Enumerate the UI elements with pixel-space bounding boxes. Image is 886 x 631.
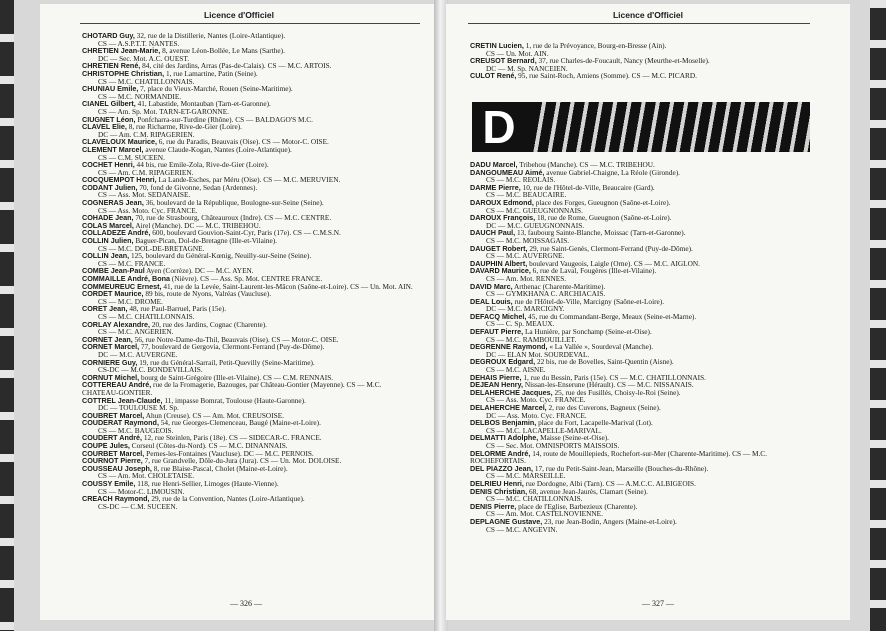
entry-address: place du Fort, Lacapelle-Marival (Lot). — [538, 418, 653, 428]
entry-name: COMMEUREUC Ernest, — [82, 281, 162, 291]
entry-name: COGNERAS Jean, — [82, 198, 144, 208]
directory-entry — [82, 146, 416, 161]
page-header-left: Licence d'Officiel — [203, 10, 275, 20]
entry-address: Ayen (Corrèze). DC — M.C. AYEN. — [146, 266, 254, 276]
directory-entry — [82, 237, 416, 252]
entry-address: 41, rue de la Levée, Saint-Laurent-les-Mâcon (Saône-et-Loire). CS — Un. Mot. AIN. — [163, 281, 413, 291]
entry-name: CHRISTOPHE Christian, — [82, 68, 165, 78]
entry-address: 84, cité des Jardins, Arras (Pas-de-Calais). CS — M.C. ARTOIS. — [142, 61, 332, 71]
entry-address: 8, rue Richarme, Rive-de-Gier (Loire). — [128, 122, 242, 132]
entry-name: CORDET Maurice, — [82, 289, 144, 299]
directory-entry — [82, 419, 416, 434]
entry-name: COLLIN Julien, — [82, 236, 134, 246]
entry-address: 14, route de Mouillepieds, Rochefort-sur-Mer (Charente-Maritime). CS — M.C. ROCHEFORTAIS. — [470, 448, 767, 466]
entry-club: CS — Sec. Mot. OMNISPORTS MAISSOIS. — [486, 440, 620, 450]
entry-name: CORNIERE Guy, — [82, 357, 138, 367]
entry-club: CS — M.C. BEAUCAIRE. — [486, 190, 567, 200]
entry-name: DELAHERCHE Marcel, — [470, 403, 547, 412]
entry-club: CS — M.C. BAUGEOIS. — [98, 425, 174, 435]
entry-address: 44 bis, rue Emile-Zola, Rive-de-Gier (Loire). — [136, 160, 269, 170]
directory-entry — [82, 123, 416, 138]
directory-entry — [470, 267, 810, 282]
entry-address: rue de l'Hôtel-de-Ville, Marcigny (Saône-et-Loire). — [514, 296, 665, 306]
directory-entry — [470, 450, 810, 465]
entry-name: DELRIEU Henri, — [470, 478, 524, 488]
entry-address: 13, faubourg Sainte-Blanche, Moissac (Tarn-et-Garonne). — [516, 228, 686, 238]
entry-name: COURNOT Pierre, — [82, 456, 143, 466]
entry-club: CS — Am. Mot. RENNES. — [486, 273, 567, 283]
directory-entry — [470, 199, 810, 214]
entry-name: CORET Jean, — [82, 304, 128, 314]
entry-club: CS — M.C. FRANCE. — [98, 258, 166, 268]
directory-entry — [470, 42, 810, 57]
entry-club: CS — M.C. NORMANDIE. — [98, 91, 182, 101]
entry-club: CS — Ass. Mot. SEDANAISE. — [98, 190, 191, 200]
entry-name: DEFACQ Michel, — [470, 311, 527, 321]
directory-entry — [470, 328, 810, 343]
entry-name: CORNUT Michel, — [82, 372, 140, 382]
entry-name: DELORME André, — [470, 448, 531, 458]
entry-name: DELAHERCHE Jacques, — [470, 387, 553, 397]
entry-address: Pernes-les-Fontaines (Vaucluse). DC — M.C. PERNOIS. — [146, 448, 314, 458]
entry-club: DC — M. Sp. NANCEIEN. — [486, 63, 568, 73]
entry-address: rue de la Fromagerie, Bazouges, par Château-Gontier (Mayenne). CS — M.C. CHATEAU-GONTIER. — [82, 380, 382, 397]
entry-address: 36, boulevard de la République, Boulogne-sur-Seine (Seine). — [145, 198, 324, 208]
directory-entry — [82, 85, 416, 100]
entry-address: 7, place du Vieux-Marché, Rouen (Seine-Maritime). — [140, 84, 293, 94]
left-page — [40, 4, 438, 620]
entry-name: CREUSOT Bernard, — [470, 56, 537, 66]
entry-name: DAUGET Robert, — [470, 243, 528, 253]
header-rule — [468, 23, 810, 24]
entry-name: DEFAUT Pierre, — [470, 327, 524, 337]
directory-entry — [470, 283, 810, 298]
entry-address: 95, rue Saint-Roch, Amiens (Somme). CS — M.C. PICARD. — [518, 71, 697, 81]
entry-name: DAROUX François, — [470, 213, 536, 223]
entry-address: 6, rue du Paradis, Beauvais (Oise). CS — Motor-C. OISE. — [158, 137, 329, 147]
entry-address: 70, rue de Strasbourg, Châteauroux (Indre). CS — M.C. CENTRE. — [135, 213, 332, 223]
entry-name: DELMATTI Adolphe, — [470, 433, 539, 443]
entry-address: place de l'Eglise, Barbezieux (Charente). — [518, 501, 638, 511]
entry-address: 18, rue de Rome, Gueugnon (Saône-et-Loire). — [536, 213, 672, 223]
directory-entry — [82, 359, 416, 374]
entry-name: COHADE Jean, — [82, 213, 134, 223]
entry-address: Airel (Manche). DC — M.C. TRIBEHOU. — [135, 220, 261, 230]
entry-address: 37, rue Charles-de-Foucault, Nancy (Meurthe-et-Moselle). — [538, 56, 710, 66]
directory-entry — [82, 252, 416, 267]
entry-address: 1, rue de la Prévoyance, Bourg-en-Bresse (Ain). — [525, 41, 667, 50]
entry-club: DC — TOULOUSE M. Sp. — [98, 403, 179, 413]
directory-entry — [82, 465, 416, 480]
entry-name: DAUPHIN Albert, — [470, 258, 528, 268]
entry-name: COCHET Henri, — [82, 160, 135, 170]
entry-club: DC — M.C. AUVERGNE. — [98, 349, 178, 359]
entry-name: CLAVEL Elie, — [82, 122, 127, 132]
entry-address: Nissan-les-Enserune (Hérault). CS — M.C. NISSANAIS. — [524, 380, 694, 390]
entry-club: CS — M.C. CHATILLONNAIS. — [98, 76, 195, 86]
entry-name: COURBET Marcel, — [82, 448, 145, 458]
entry-club: CS — M.C. DOL-DE-BRETAGNE. — [98, 243, 205, 253]
entry-address: 68, avenue Jean-Jaurès, Clamart (Seine). — [528, 486, 648, 496]
directory-entry — [470, 169, 810, 184]
entry-address: 12, rue Steinlen, Paris (18e). CS — SIDECAR-C. FRANCE. — [143, 433, 322, 443]
entry-club: CS — Un. Mot. AIN. — [486, 48, 549, 58]
entry-club: CS — M.C. DROME. — [98, 296, 163, 306]
entry-address: 10, rue de l'Hôtel-de-Ville, Beaucaire (Gard). — [522, 182, 655, 192]
entry-name: CORNET Marcel, — [82, 342, 140, 352]
entry-name: COLLIN Jean, — [82, 251, 130, 261]
entry-name: COUDERT André, — [82, 433, 143, 443]
entry-club: CS — M.C. RAMBOUILLET. — [486, 334, 577, 344]
entry-club: CS — M.C. LACAPELLE-MARIVAL. — [486, 425, 602, 435]
section-letter: D — [482, 102, 516, 152]
entry-club: DC — Am. C.M. RIPAGERIEN. — [98, 129, 195, 139]
page-edge-right — [870, 0, 886, 631]
decorative-stripes — [532, 102, 810, 152]
entry-address: Arthenac (Charente-Maritime). — [514, 281, 606, 291]
entry-address: 22 bis, rue de Bovelles, Saint-Quentin (Aisne). — [536, 357, 674, 367]
entry-address: 45, rue du Commandant-Berge, Meaux (Seine-et-Marne). — [528, 311, 697, 321]
right-page — [446, 4, 850, 620]
entry-club: DC — Sec. Mot. A.C. OUEST. — [98, 53, 190, 63]
entry-club: CS — M.C. ANGEVIN. — [486, 524, 558, 534]
entry-club: DC — M.C. MARCIGNY. — [486, 304, 565, 314]
directory-entry — [82, 47, 416, 62]
entry-name: COUDERAT Raymond, — [82, 418, 159, 428]
entry-name: DANGOUMEAU Aimé, — [470, 167, 545, 177]
entry-club: CS — Am. C.M. RIPAGERIEN. — [98, 167, 194, 177]
entry-address: rue Dordogne, Albi (Tarn). CS — A.M.C.C. ALBIGEOIS. — [525, 478, 696, 488]
entry-address: 29, rue Saint-Genès, Clermont-Ferrand (Puy-de-Dôme). — [529, 243, 693, 253]
entry-address: 118, rue Henri-Sellier, Limoges (Haute-Vienne). — [137, 479, 279, 489]
entry-name: DAVARD Maurice, — [470, 266, 531, 276]
directory-entry — [82, 161, 416, 176]
entry-address: 8, avenue Léon-Bollée, Le Mans (Sarthe). — [162, 46, 285, 56]
entry-club: CS — GYMKHANA C. ARCHIACAIS. — [486, 289, 606, 299]
entry-name: DAVID Marc, — [470, 281, 513, 291]
entry-address: 29, rue de la Convention, Nantes (Loire-Atlantique). — [151, 494, 305, 504]
entry-address: avenue Claude-Kogan, Nantes (Loire-Atlantique). — [145, 144, 292, 154]
entry-list-right-top — [470, 42, 810, 80]
entry-name: CIANEL Gilbert, — [82, 99, 136, 109]
entry-club: CS — Ass. Moto. Cyc. FRANCE. — [486, 395, 586, 405]
directory-entry — [82, 184, 416, 199]
entry-address: 2, rue des Cuverons, Bagneux (Seine). — [548, 403, 661, 412]
entry-name: CODANT Julien, — [82, 182, 138, 192]
entry-address: La Lande-Esches, par Méru (Oise). CS — M.C. MERUVIEN. — [158, 175, 341, 185]
directory-entry — [470, 313, 810, 328]
directory-entry — [470, 358, 810, 373]
entry-name: CLAVELOUX Maurice, — [82, 137, 157, 147]
directory-entry — [82, 321, 416, 336]
entry-club: CS — Motor-C. LIMOUSIN. — [98, 486, 185, 496]
entry-list-right — [470, 161, 810, 533]
entry-name: COMMAILLE André, Bona — [82, 274, 170, 283]
entry-address: 6, rue de Laval, Fougères (Ille-et-Vilaine). — [532, 266, 657, 276]
entry-club: CS — Am. Mot. CHOLETAISE. — [98, 471, 195, 481]
directory-entry — [82, 480, 416, 495]
section-letter-banner — [472, 102, 810, 152]
entry-list-left — [82, 32, 416, 510]
directory-entry — [82, 305, 416, 320]
entry-name: CHUNIAU Emile, — [82, 84, 139, 94]
entry-address: 41, Labastide, Montauban (Tarn-et-Garonne). — [137, 99, 271, 109]
entry-name: COUPE Jules, — [82, 441, 130, 451]
entry-address: 1, rue Lamartine, Patin (Seine). — [165, 68, 258, 78]
entry-name: COCQUEMPOT Henri, — [82, 175, 157, 185]
directory-entry — [470, 389, 810, 404]
entry-name: DEJEAN Henry, — [470, 380, 523, 390]
page-edge-left — [0, 0, 14, 631]
entry-name: COTTREL Jean-Claude, — [82, 395, 163, 405]
entry-address: 48, rue Paul-Barruel, Paris (15e). — [129, 304, 227, 314]
entry-club: CS — M.C. MOISSAGAIS. — [486, 235, 570, 245]
entry-name: COUBRET Marcel, — [82, 410, 145, 420]
entry-address: (Nièvre). CS — Ass. Sp. Mot. CENTRE FRANCE. — [171, 274, 323, 283]
directory-entry — [82, 100, 416, 115]
entry-name: CULOT René, — [470, 71, 517, 81]
directory-entry — [82, 495, 416, 510]
entry-address: Maisse (Seine-et-Oise). — [540, 433, 610, 443]
entry-name: DEPLAGNE Gustave, — [470, 516, 543, 526]
entry-name: CORNET Jean, — [82, 334, 133, 344]
entry-address: 8, rue Blaise-Pascal, Cholet (Maine-et-Loire). — [153, 463, 288, 473]
entry-club: CS — A.S.P.T.T. NANTES. — [98, 38, 180, 48]
entry-name: DARME Pierre, — [470, 182, 521, 192]
entry-name: DEAL Louis, — [470, 296, 513, 306]
entry-address: 17, rue du Petit-Saint-Jean, Marseille (Bouches-du-Rhône). — [534, 463, 709, 473]
entry-name: CHRETIEN Jean-Marie, — [82, 46, 161, 56]
entry-club: DC — Ass. Moto. Cyc. FRANCE. — [486, 410, 587, 420]
directory-entry — [470, 72, 810, 80]
directory-entry — [470, 343, 810, 358]
entry-name: CHRETIEN René, — [82, 61, 141, 71]
directory-entry — [470, 214, 810, 229]
entry-club: CS — M.C. CHATILLONNAIS. — [486, 494, 583, 504]
directory-entry — [82, 381, 416, 396]
entry-club: DC — ELAN Mot. SOURDEVAL. — [486, 349, 590, 359]
entry-club: CS — M.C. AUVERGNE. — [486, 251, 565, 261]
entry-name: COLAS Marcel, — [82, 220, 134, 230]
entry-club: CS — M.C. GUEUGNONNAIS. — [486, 205, 583, 215]
entry-address: Ahun (Creuse). CS — Am. Mot. CREUSOISE. — [145, 410, 284, 420]
entry-name: CORLAY Alexandre, — [82, 319, 151, 329]
header-rule — [80, 23, 420, 24]
entry-address: 25, rue des Fusillés, Choisy-le-Roi (Seine). — [554, 387, 681, 397]
entry-club: CS — C.M. SUCEEN. — [98, 152, 165, 162]
entry-address: Ponfcharra-sur-Turdine (Rhône). CS — BALDAGO'S M.C. — [137, 114, 313, 124]
entry-name: DEGRENNE Raymond, — [470, 342, 548, 352]
directory-entry — [470, 404, 810, 419]
entry-club: CS — Ass. Moto. Cyc. FRANCE. — [98, 205, 198, 215]
entry-address: 600, boulevard Gouvion-Saint-Cyr, Paris (17e). CS — C.M.S.N. — [152, 228, 341, 238]
directory-entry — [470, 229, 810, 244]
entry-address: bourg de Saint-Grégoire (Ille-et-Vilaine). CS — C.M. RENNAIS. — [140, 372, 334, 382]
entry-club: CS-DC — M.C. BONDEVILLAIS. — [98, 365, 203, 375]
directory-entry — [470, 465, 810, 480]
directory-entry — [82, 70, 416, 85]
directory-entry — [470, 518, 810, 533]
entry-address: 1, rue du Bessin, Paris (15e). CS — M.C. CHATILLONNAIS. — [523, 372, 706, 382]
entry-address: place des Forges, Gueugnon (Saône-et-Loire). — [535, 197, 671, 207]
directory-entry — [470, 245, 810, 260]
directory-entry — [470, 184, 810, 199]
entry-name: DENIS Christian, — [470, 486, 528, 496]
entry-name: DADU Marcel, — [470, 160, 518, 169]
entry-club: DC — M.C. GUEUGNONNAIS. — [486, 220, 585, 230]
entry-club: CS — M.C. CHATILLONNAIS. — [98, 311, 195, 321]
entry-address: 20, rue des Jardins, Cognac (Charente). — [151, 319, 267, 329]
directory-entry — [470, 488, 810, 503]
directory-entry — [82, 397, 416, 412]
entry-name: DEGROUX Edgard, — [470, 357, 536, 367]
entry-club: CS — Am. Mot. CASTELNOVIENNE. — [486, 509, 603, 519]
entry-name: DEL PIAZZO Jean, — [470, 463, 533, 473]
entry-name: COUSSY Emile, — [82, 479, 136, 489]
entry-club: CS — M.C. REOLAIS. — [486, 175, 556, 185]
entry-name: COLLADEZE André, — [82, 228, 151, 238]
entry-address: 56, rue Notre-Dame-du-Thil, Beauvais (Oise). CS — Motor-C. OISE. — [134, 334, 339, 344]
entry-address: 54, rue Georges-Clemenceau, Baugé (Maine-et-Loire). — [160, 418, 321, 428]
entry-name: CHOTARD Guy, — [82, 31, 135, 40]
entry-name: CIUGNET Léon, — [82, 114, 136, 124]
entry-club: CS — M.C. MARSEILLE. — [486, 471, 566, 481]
entry-address: 89 bis, route de Nyons, Valréas (Vaucluse). — [145, 289, 272, 299]
entry-address: 19, rue du Général-Sarrail, Petit-Quevilly (Seine-Maritime). — [139, 357, 315, 367]
directory-entry — [470, 503, 810, 518]
entry-address: Tribehou (Manche). CS — M.C. TRIBEHOU. — [519, 160, 655, 169]
entry-name: CRETIN Lucien, — [470, 41, 524, 50]
entry-name: DAROUX Edmond, — [470, 197, 534, 207]
entry-club: CS — M.C. ANGERIEN. — [98, 327, 174, 337]
entry-address: 11, impasse Bomrat, Toulouse (Haute-Garonne). — [164, 395, 306, 405]
entry-club: CS — C. Sp. MEAUX. — [486, 319, 555, 329]
page-header-right: Licence d'Officiel — [612, 10, 684, 20]
entry-address: « La Vallée », Sourdeval (Manche). — [549, 342, 654, 352]
directory-entry — [470, 434, 810, 449]
entry-name: COMBE Jean-Paul — [82, 266, 145, 276]
entry-name: CLEMENT Marcel, — [82, 144, 144, 154]
directory-entry — [470, 298, 810, 313]
entry-name: CREACH Raymond, — [82, 494, 150, 504]
directory-entry — [82, 32, 416, 47]
entry-address: La Hunière, par Sonchamp (Seine-et-Oise). — [524, 327, 652, 337]
entry-address: avenue Gabriel-Chaigne, La Réole (Gironde). — [546, 167, 680, 177]
entry-name: DELBOS Benjamin, — [470, 418, 537, 428]
entry-address: Baguer-Pican, Dol-de-Bretagne (Ille-et-Vilaine). — [135, 236, 277, 246]
page-number-right: — 327 — — [642, 599, 674, 608]
entry-name: DEHAIS Pierre, — [470, 372, 522, 382]
entry-address: Corseul (Côtes-du-Nord). CS — M.C. DINANNAIS. — [131, 441, 288, 451]
entry-address: 125, boulevard du Général-Kœnig, Neuilly-sur-Seine (Seine). — [130, 251, 312, 261]
entry-club: CS — Am. Sp. Mot. TARN-ET-GARONNE. — [98, 106, 229, 116]
entry-address: 7, rue Grandvelle, Dôle-du-Jura (Jura). CS — Un. Mot. DOLOISE. — [144, 456, 342, 466]
entry-name: DAUCH Paul, — [470, 228, 516, 238]
entry-address: 32, rue de la Distillerie, Nantes (Loire-Atlantique). — [136, 31, 286, 40]
entry-address: 23, rue Jean-Bodin, Angers (Maine-et-Loire). — [544, 516, 677, 526]
entry-address: 70, fond de Givonne, Sedan (Ardennes). — [139, 182, 258, 192]
entry-address: 77, boulevard de Gergovia, Clermont-Ferrand (Puy-de-Dôme). — [140, 342, 325, 352]
entry-club: CS-DC — C.M. SUCEEN. — [98, 501, 178, 511]
page-number-left: — 326 — — [230, 599, 262, 608]
entry-name: COUSSEAU Joseph, — [82, 463, 152, 473]
entry-name: DENIS Pierre, — [470, 501, 517, 511]
entry-name: COTTEREAU André, — [82, 380, 152, 390]
directory-entry — [82, 199, 416, 214]
directory-entry — [470, 57, 810, 72]
entry-club: CS — M.C. AISNE. — [486, 365, 546, 375]
directory-entry — [82, 343, 416, 358]
entry-address: boulevard Vaugeois, Laigle (Orne). CS — M.C. AIGLON. — [529, 258, 700, 268]
directory-entry — [82, 290, 416, 305]
directory-entry — [470, 419, 810, 434]
